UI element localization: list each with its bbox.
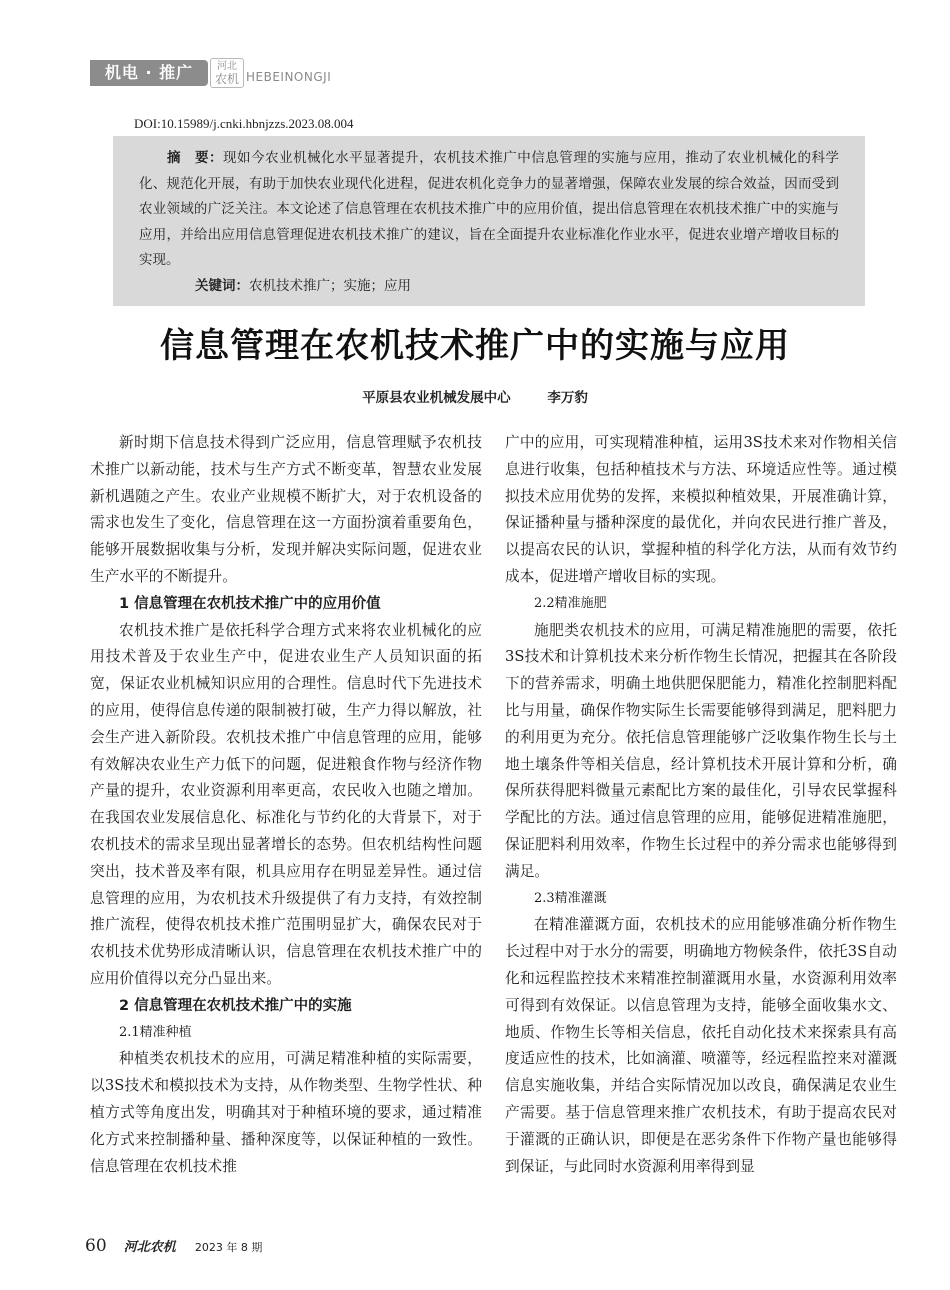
section-tag: 机电 · 推广 — [90, 60, 208, 86]
subsection-2-3-paragraph: 在精准灌溉方面，农机技术的应用能够准确分析作物生长过程中对于水分的需要，明确地方物候条件，依托3S自动化和远程监控技术来精准控制灌溉用水量，水资源利用效率可得到有效保证。以信息管理为支持，能够全面收集水文、地质、作物生长等相关信息，依托自动化技术来探索具有高度适应性的技术，比如滴灌、喷灌等，经远程监控来对灌溉信息实施收集，并结合实际情况加以改良，确保满足农业生产需要。基于信息管理来推广农机技术，有助于提高农民对于灌溉的正确认识，即便是在恶劣条件下作物产量也能够得到保证，与此同时水资源利用率得到显 — [505, 916, 897, 1175]
doi-line: DOI:10.15989/j.cnki.hbnjzzs.2023.08.004 — [134, 116, 354, 131]
left-column — [90, 430, 482, 1180]
footer-journal-name: 河北农机 — [123, 1240, 176, 1255]
subsection-2-2-paragraph: 施肥类农机技术的应用，可满足精准施肥的需要，依托3S技术和计算机技术来分析作物生长情况，把握其在各阶段下的营养需求，明确土地供肥保肥能力，精准化控制肥料配比与用量，确保作物实际生长需要能够得到满足，肥料肥力的利用更为充分。依托信息管理能够广泛收集作物生长与土地土壤条件等相关信息，经计算机技术开展计算和分析，确保所获得肥料微量元素配比方案的最佳化，引导农民掌握科学配比的方法。通过信息管理的应用，能够促进精准施肥，保证肥料利用效率，作物生长过程中的养分需求也能够得到满足。 — [505, 621, 897, 880]
running-header — [0, 56, 950, 90]
abstract-label: 摘 要： — [167, 150, 224, 166]
page-footer — [85, 1236, 262, 1258]
abstract-box — [113, 136, 865, 306]
author-line — [0, 386, 950, 406]
section-heading-2: 2 信息管理在农机技术推广中的实施 — [119, 997, 352, 1014]
continued-paragraph: 广中的应用，可实现精准种植，运用3S技术来对作物相关信息进行收集，包括种植技术与方法、环境适应性等。通过模拟技术应用优势的发挥，来模拟种植效果，开展准确计算，保证播种量与播种深度的最优化，并向农民进行推广普及，以提高农民的认识，掌握种植的科学化方法，从而有效节约成本，促进增产增收目标的实现。 — [505, 434, 897, 585]
subsection-2-1-paragraph: 种植类农机技术的应用，可满足精准种植的实际需要，以3S技术和模拟技术为支持，从作物类型、生物学性状、种植方式等角度出发，明确其对于种植环境的要求，通过精准化方式来控制播种量、播种深度等，以保证种植的一致性。信息管理在农机技术推 — [90, 1050, 482, 1175]
intro-paragraph: 新时期下信息技术得到广泛应用，信息管理赋予农机技术推广以新动能，技术与生产方式不断变革，智慧农业发展新机遇随之产生。农业产业规模不断扩大，对于农机设备的需求也发生了变化，信息管理在这一方面扮演着重要角色，能够开展数据收集与分析，发现并解决实际问题，促进农业生产水平的不断提升。 — [90, 434, 482, 585]
logo-line-2: 农机 — [214, 72, 239, 86]
section-heading-1: 1 信息管理在农机技术推广中的应用价值 — [119, 595, 381, 612]
keywords-line — [139, 274, 839, 300]
subsection-heading-2-3: 2.3精准灌溉 — [534, 890, 607, 906]
keywords-label: 关键词： — [195, 277, 249, 294]
abstract-text: 现如今农业机械化水平显著提升，农机技术推广中信息管理的实施与应用，推动了农业机械化的科学化、规范化开展，有助于加快农业现代化进程，促进农机化竞争力的显著增强，保障农业发展的综合效益，因而受到农业领域的广泛关注。本文论述了信息管理在农机技术推广中的应用价值，提出信息管理在农机技术推广中的实施与应用，并给出应用信息管理促进农机技术推广的建议，旨在全面提升农业标准化作业水平，促进农业增产增收目标的实现。 — [139, 150, 840, 268]
right-column — [505, 430, 897, 1180]
footer-issue: 2023 年 8 期 — [194, 1241, 263, 1254]
page-number: 60 — [85, 1236, 107, 1256]
subsection-heading-2-1: 2.1精准种植 — [119, 1024, 192, 1040]
abstract-paragraph — [139, 146, 839, 274]
author-name: 李万豹 — [547, 390, 588, 406]
author-affiliation: 平原县农业机械发展中心 — [362, 390, 511, 406]
section-1-paragraph: 农机技术推广是依托科学合理方式来将农业机械化的应用技术普及于农业生产中，促进农业生产人员知识面的拓宽，保证农业机械知识应用的合理性。信息时代下先进技术的应用，使得信息传递的限制被打破，生产力得以解放，社会生产进入新阶段。农机技术推广中信息管理的应用，能够有效解决农业生产力低下的问题，促进粮食作物与经济作物产量的提升，农业资源利用率更高，农民收入也随之增加。在我国农业发展信息化、标准化与节约化的大背景下，对于农机技术的需求呈现出显著增长的态势。但农机结构性问题突出，技术普及率有限，机具应用存在明显差异性。通过信息管理的应用，为农机技术升级提供了有力支持，有效控制推广流程，使得农机技术推广范围明显扩大，确保农民对于农机技术优势形成清晰认识，信息管理在农机技术推广中的应用价值得以充分凸显出来。 — [90, 621, 482, 987]
journal-logo — [210, 58, 244, 88]
journal-brand: HEBEINONGJI — [246, 70, 332, 84]
logo-line-1: 河北 — [217, 61, 237, 72]
article-title: 信息管理在农机技术推广中的实施与应用 — [160, 326, 790, 366]
keywords-text: 农机技术推广；实施；应用 — [249, 277, 411, 294]
subsection-heading-2-2: 2.2精准施肥 — [534, 595, 607, 611]
